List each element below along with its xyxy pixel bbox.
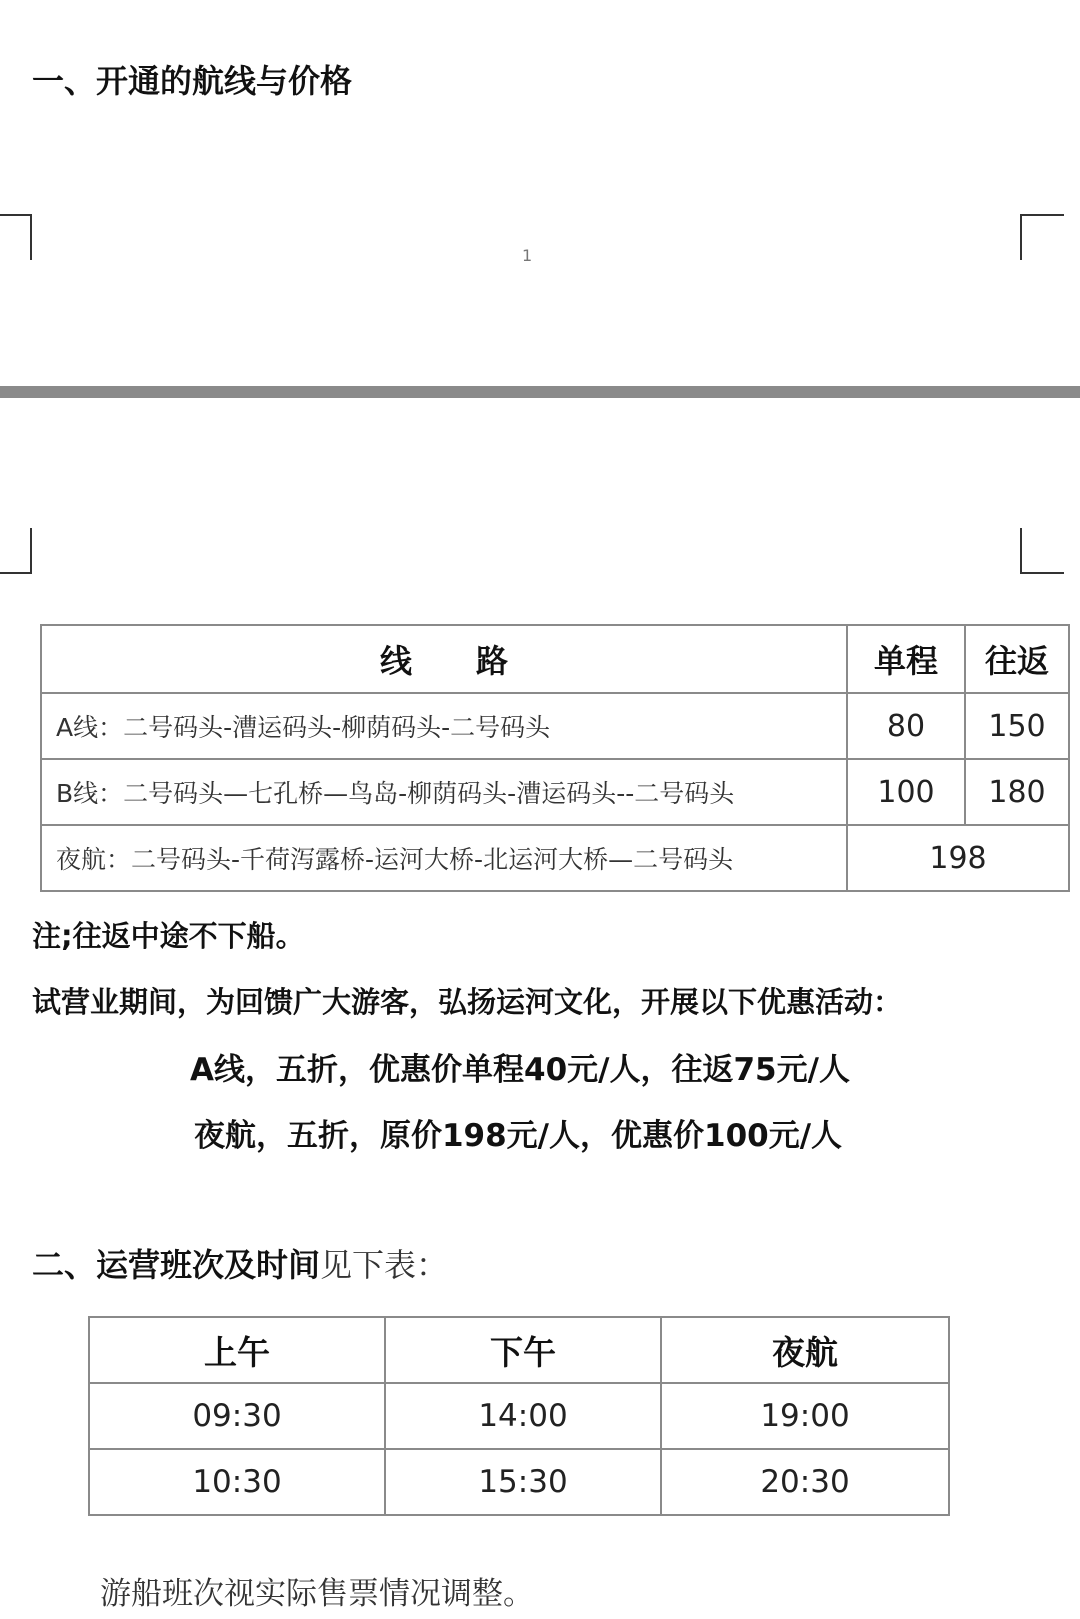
promo-line-a: A线，五折，优惠价单程40元/人，往返75元/人 bbox=[190, 1052, 850, 1088]
table-header-row bbox=[41, 625, 1069, 693]
page-corner-mark-bottom-right bbox=[1020, 528, 1064, 574]
route-name: B线：二号码头—七孔桥—鸟岛-柳荫码头-漕运码头--二号码头 bbox=[41, 759, 847, 825]
table-header-row bbox=[89, 1317, 949, 1383]
table-row bbox=[41, 825, 1069, 891]
promo-night-cruise: 夜航，五折，原价198元/人，优惠价100元/人 bbox=[193, 1118, 843, 1154]
route-name: 夜航：二号码头-千荷泻露桥-运河大桥-北运河大桥—二号码头 bbox=[41, 825, 847, 891]
schedule-time: 14:00 bbox=[385, 1383, 661, 1449]
section2-title bbox=[32, 1240, 448, 1286]
night-cruise-price: 198 bbox=[847, 825, 1069, 891]
note-promotion-intro: 试营业期间，为回馈广大游客，弘扬运河文化，开展以下优惠活动： bbox=[32, 985, 903, 1019]
header-night: 夜航 bbox=[661, 1317, 949, 1383]
route-name: A线：二号码头-漕运码头-柳荫码头-二号码头 bbox=[41, 693, 847, 759]
schedule-table bbox=[88, 1316, 950, 1516]
table-row bbox=[41, 759, 1069, 825]
note-no-disembark: 注;往返中途不下船。 bbox=[32, 919, 305, 953]
section2-title-rest: 见下表： bbox=[320, 1246, 449, 1284]
schedule-time: 20:30 bbox=[661, 1449, 949, 1515]
header-one-way: 单程 bbox=[847, 625, 965, 693]
schedule-time: 15:30 bbox=[385, 1449, 661, 1515]
routes-price-table bbox=[40, 624, 1070, 892]
table-row bbox=[89, 1449, 949, 1515]
one-way-price: 100 bbox=[847, 759, 965, 825]
header-route: 线 路 bbox=[41, 625, 847, 693]
table-row bbox=[89, 1383, 949, 1449]
page-corner-mark-bottom-left bbox=[0, 528, 32, 574]
page-corner-mark-top-left bbox=[0, 214, 32, 260]
header-morning: 上午 bbox=[89, 1317, 385, 1383]
header-afternoon: 下午 bbox=[385, 1317, 661, 1383]
schedule-time: 09:30 bbox=[89, 1383, 385, 1449]
round-trip-price: 150 bbox=[965, 693, 1069, 759]
page-separator bbox=[0, 386, 1080, 398]
header-round-trip: 往返 bbox=[965, 625, 1069, 693]
round-trip-price: 180 bbox=[965, 759, 1069, 825]
table-row bbox=[41, 693, 1069, 759]
schedule-footnote: 游船班次视实际售票情况调整。 bbox=[100, 1576, 534, 1612]
page-number: 1 bbox=[522, 246, 533, 265]
schedule-time: 19:00 bbox=[661, 1383, 949, 1449]
page-corner-mark-top-right bbox=[1020, 214, 1064, 260]
schedule-time: 10:30 bbox=[89, 1449, 385, 1515]
section1-title: 一、开通的航线与价格 bbox=[32, 62, 353, 100]
section2-title-bold: 二、运营班次及时间 bbox=[32, 1246, 321, 1284]
one-way-price: 80 bbox=[847, 693, 965, 759]
